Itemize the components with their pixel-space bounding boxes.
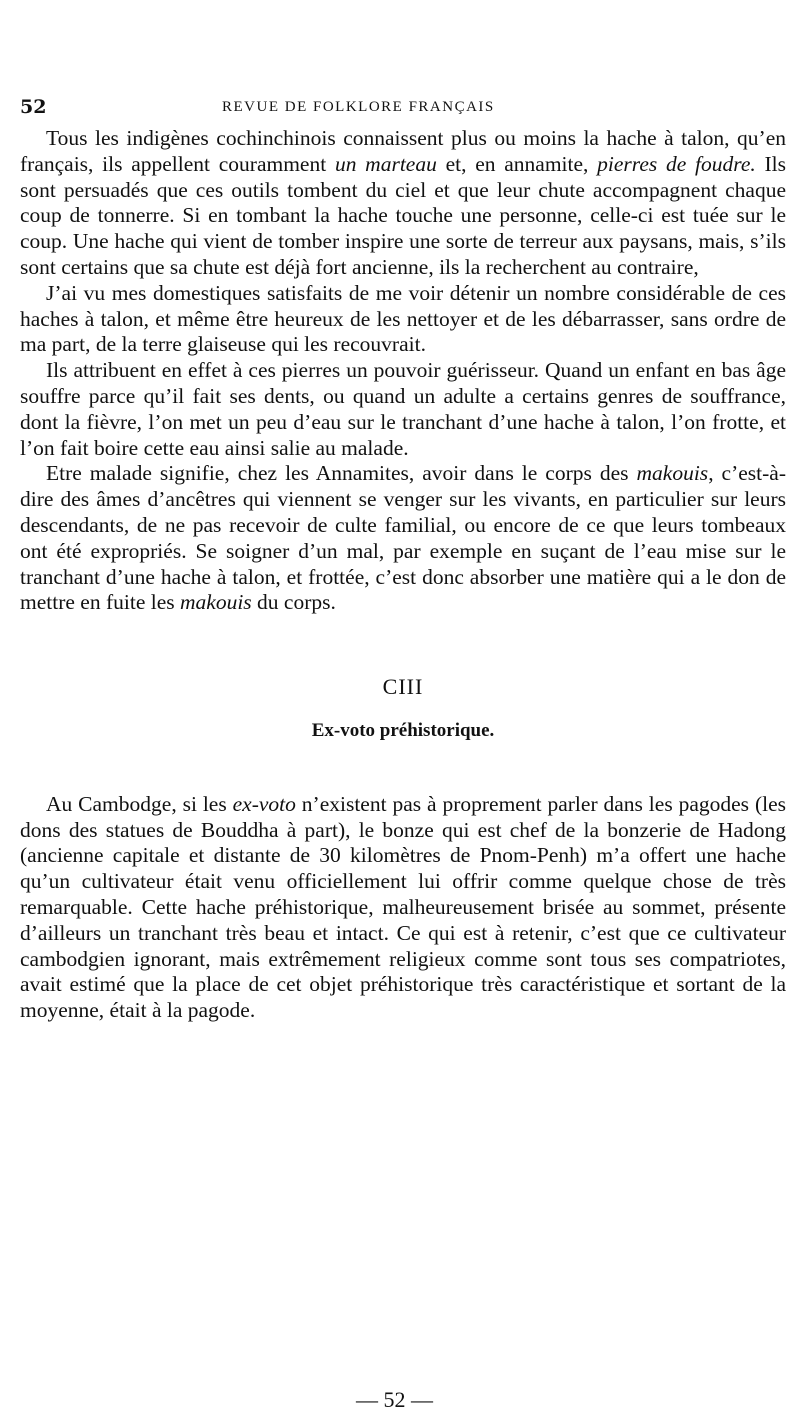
paragraph-3: Ils attribuent en effet à ces pierres un pouvoir guérisseur. Quand un enfant en bas âge souffre parce qu’il fait ses dents, ou quand un adulte a certains genres de souffrance, dont la fièvre, l’on met un peu d’eau sur le tranchant d’une hache à talon, l’on frotte, et l’on fait boire cette eau ainsi salie au malade. (20, 358, 786, 460)
running-title: REVUE DE FOLKLORE FRANÇAIS (222, 99, 495, 115)
header-page-number: 52 (20, 96, 47, 118)
paragraph-1: Tous les indigènes cochinchinois connaissent plus ou moins la hache à talon, qu’en français, ils appellent couramment un marteau et, en annamite, pierres de foudre. Ils sont persuadés que ces outils tombent du ciel et que leur chute accompagnent chaque coup de tonnerre. Si en tombant la hache touche une personne, celle-ci est tuée sur le coup. Une hache qui vient de tomber inspire une sorte de terreur aux paysans, mais, s’ils sont certains que sa chute est déjà fort ancienne, ils la recherchent au contraire, (20, 126, 786, 279)
page-header (20, 96, 786, 126)
body-text (20, 126, 786, 1024)
footer-page-number: — 52 — (356, 1387, 433, 1412)
paragraph-4: Etre malade signifie, chez les Annamites, avoir dans le corps des makouis, c’est-à-dire des âmes d’ancêtres qui viennent se venger sur les vivants, en particulier sur leurs descendants, de ne pas recevoir de culte familial, ou encore de ce que leurs tombeaux ont été expropriés. Se soigner d’un mal, par exemple en suçant de l’eau mise sur le tranchant d’une hache à talon, et frottée, c’est donc absorber une matière qui a le don de mettre en fuite les makouis du corps. (20, 461, 786, 615)
page (20, 96, 786, 1024)
section-title: Ex-voto préhistorique. (311, 719, 495, 741)
paragraph-5: Au Cambodge, si les ex-voto n’existent pas à proprement parler dans les pagodes (les dons des statues de Bouddha à part), le bonze qui est chef de la bonzerie de Hadong (ancienne capitale et distante de 30 kilomètres de Pnom-Penh) m’a offert une hache qu’un cultivateur était venu officiellement lui offrir comme quelque chose de très remarquable. Cette hache préhistorique, malheureusement brisée au sommet, présente d’ailleurs un tranchant très beau et intact. Ce qui est à retenir, c’est que ce cultivateur cambodgien ignorant, mais extrêmement religieux comme sont tous ses compatriotes, avait estimé que la place de cet objet préhistorique très caractéristique et sortant de la moyenne, était à la pagode. (20, 791, 786, 1023)
section-number: CIII (382, 674, 424, 700)
paragraph-2: J’ai vu mes domestiques satisfaits de me voir détenir un nombre considérable de ces haches à talon, et même être heureux de les nettoyer et de les débarrasser, sans ordre de ma part, de la terre glaiseuse qui les recouvrait. (20, 280, 786, 357)
